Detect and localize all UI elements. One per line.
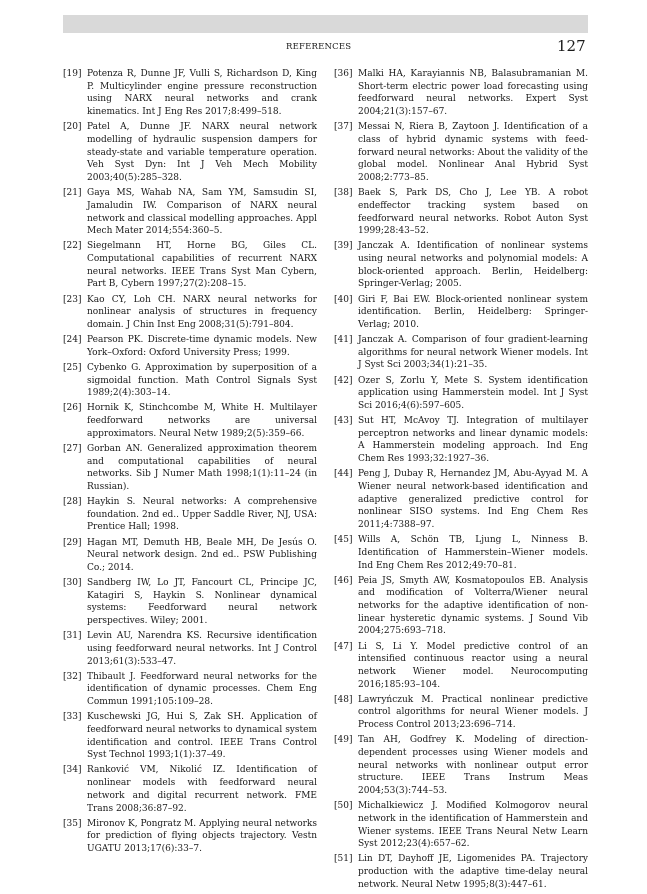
reference-text: Gorban AN. Generalized approximation theorem and computational capabilities of neural networks. Sib J Numer Math 1998;1(1):11–24 (in Russian).: [87, 443, 317, 492]
reference-item: [334, 641, 588, 692]
reference-text: Kao CY, Loh CH. NARX neural networks for nonlinear analysis of structures in frequency domain. J Chin Inst Eng 2008;31(5):791–804.: [87, 294, 317, 330]
reference-text: Patel A, Dunne JF. NARX neural network modelling of hydraulic suspension dampers for steady-state and variable temperature operation. Veh Syst Dyn: Int J Veh Mech Mobility 2003;40(5):285–328.: [87, 122, 317, 184]
reference-text: Hagan MT, Demuth HB, Beale MH, De Jesús O. Neural network design. 2nd ed.. PSW Publishing Co.; 2014.: [87, 537, 317, 573]
page-number: 127: [557, 37, 586, 55]
reference-number: [28]: [63, 497, 82, 508]
references-left-column: [63, 68, 317, 858]
reference-item: [334, 694, 588, 732]
reference-text: Pearson PK. Discrete-time dynamic models. New York–Oxford: Oxford University Press; 1999.: [87, 335, 317, 358]
reference-text: Wills A, Schön TB, Ljung L, Ninness B. Identification of Hammerstein–Wiener models. Ind Eng Chem Res 2012;49:70–81.: [358, 535, 588, 571]
reference-item: [63, 443, 317, 494]
reference-text: Kuschewski JG, Hui S, Zak SH. Application of feedforward neural networks to dynamical system identification and control. IEEE Trans Control Syst Technol 1993;1(1):37–49.: [87, 712, 317, 761]
reference-number: [27]: [63, 443, 82, 454]
reference-number: [41]: [334, 335, 353, 346]
reference-number: [47]: [334, 641, 353, 652]
reference-text: Tan AH, Godfrey K. Modeling of direction-dependent processes using Wiener models and neural networks with nonlinear output error structure. IEEE Trans Instrum Meas 2004;53(3):744–53.: [358, 735, 588, 797]
reference-text: Levin AU, Narendra KS. Recursive identification using feedforward neural networks. Int J Control 2013;61(3):533–47.: [87, 631, 317, 667]
reference-item: [63, 818, 317, 856]
reference-text: Lin DT, Dayhoff JE, Ligomenides PA. Trajectory production with the adaptive time-delay neural network. Neural Netw 1995;8(3):447–61.: [358, 854, 588, 890]
reference-number: [32]: [63, 671, 82, 682]
reference-item: [334, 734, 588, 798]
reference-number: [43]: [334, 416, 353, 427]
reference-number: [36]: [334, 69, 353, 79]
reference-item: [334, 534, 588, 572]
reference-text: Janczak A. Identification of nonlinear systems using neural networks and polynomial models: A block-oriented approach. Berlin, Heidelberg: Springer-Verlag; 2005.: [358, 241, 588, 290]
reference-item: [334, 187, 588, 238]
reference-text: Baek S, Park DS, Cho J, Lee YB. A robot endeffector tracking system based on feedforward neural networks. Robot Auton Syst 1999;28:43–52.: [358, 188, 588, 237]
reference-number: [35]: [63, 818, 82, 829]
reference-item: [63, 630, 317, 668]
reference-number: [51]: [334, 854, 353, 865]
reference-text: Ranković VM, Nikolić IZ. Identification of nonlinear models with feedforward neural network and digital recurrent network. FME Trans 2008;36:87–92.: [87, 765, 317, 814]
reference-item: [63, 240, 317, 291]
reference-text: Gaya MS, Wahab NA, Sam YM, Samsudin SI, Jamaludin IW. Comparison of NARX neural network and classical modelling approaches. Appl Mech Mater 2014;554:360–5.: [87, 188, 317, 237]
reference-item: [63, 334, 317, 359]
reference-number: [39]: [334, 241, 353, 252]
reference-text: Thibault J. Feedforward neural networks for the identification of dynamic processes. Chem Eng Commun 1991;105:109–28.: [87, 671, 317, 708]
reference-item: [334, 68, 588, 119]
reference-number: [26]: [63, 403, 82, 414]
reference-item: [63, 496, 317, 534]
reference-number: [24]: [63, 335, 82, 346]
reference-number: [19]: [63, 69, 82, 79]
reference-text: Ozer S, Zorlu Y, Mete S. System identification application using Hammerstein model. Int J Syst Sci 2016;4(6):597–605.: [358, 375, 588, 411]
reference-item: [334, 415, 588, 466]
reference-item: [63, 121, 317, 185]
reference-text: Peia JS, Smyth AW, Kosmatopoulos EB. Analysis and modification of Volterra/Wiener neural networks for the adaptive identification of non-linear hysteretic dynamic systems. J Sound Vib 2004;275:693–718.: [358, 575, 588, 637]
reference-number: [49]: [334, 735, 353, 746]
reference-number: [22]: [63, 241, 82, 252]
reference-text: Li S, Li Y. Model predictive control of an intensified continuous reactor using a neural network Wiener model. Neurocomputing 2016;185:93–104.: [358, 641, 588, 690]
reference-text: Messai N, Riera B, Zaytoon J. Identification of a class of hybrid dynamic systems with feed-forward neural networks: About the validity of the global model. Nonlinear Anal Hybrid Syst 2008;2:773–85.: [358, 122, 588, 184]
reference-item: [334, 121, 588, 185]
reference-text: Haykin S. Neural networks: A comprehensive foundation. 2nd ed.. Upper Saddle River, NJ, USA: Prentice Hall; 1998.: [87, 497, 317, 533]
reference-text: Siegelmann HT, Horne BG, Giles CL. Computational capabilities of recurrent NARX neural networks. IEEE Trans Syst Man Cybern, Part B, Cybern 1997;27(2):208–15.: [87, 241, 317, 290]
reference-item: [63, 68, 317, 119]
reference-number: [42]: [334, 375, 353, 386]
reference-number: [33]: [63, 712, 82, 723]
reference-item: [63, 187, 317, 238]
reference-item: [63, 711, 317, 762]
reference-number: [40]: [334, 294, 353, 305]
reference-number: [44]: [334, 469, 353, 480]
reference-number: [23]: [63, 294, 82, 305]
reference-number: [37]: [334, 122, 353, 133]
reference-number: [30]: [63, 578, 82, 589]
reference-item: [334, 800, 588, 851]
reference-text: Hornik K, Stinchcombe M, White H. Multilayer feedforward networks are universal approximators. Neural Netw 1989;2(5):359–66.: [87, 403, 317, 439]
reference-item: [334, 240, 588, 291]
reference-number: [25]: [63, 362, 82, 373]
reference-number: [34]: [63, 765, 82, 776]
reference-item: [334, 334, 588, 372]
reference-number: [50]: [334, 801, 353, 812]
reference-item: [63, 537, 317, 575]
reference-item: [63, 671, 317, 709]
reference-number: [46]: [334, 575, 353, 586]
reference-number: [48]: [334, 694, 353, 705]
reference-text: Michalkiewicz J. Modified Kolmogorov neural network in the identification of Hammerstein and Wiener systems. IEEE Trans Neural Netw Learn Syst 2012;23(4):657–62.: [358, 801, 588, 850]
reference-number: [31]: [63, 631, 82, 642]
reference-number: [29]: [63, 537, 82, 548]
reference-item: [63, 577, 317, 628]
reference-text: Lawryńczuk M. Practical nonlinear predictive control algorithms for neural Wiener models. J Process Control 2013;23:696–714.: [358, 694, 588, 731]
reference-item: [63, 402, 317, 440]
reference-text: Mironov K, Pongratz M. Applying neural networks for prediction of flying objects trajectory. Vestn UGATU 2013;17(6):33–7.: [87, 818, 317, 855]
reference-item: [334, 375, 588, 413]
reference-item: [334, 294, 588, 332]
reference-text: Sandberg IW, Lo JT, Fancourt CL, Principe JC, Katagiri S, Haykin S. Nonlinear dynamical systems: Feedforward neural network perspectives. Wiley; 2001.: [87, 578, 317, 627]
references-right-column: [334, 68, 588, 894]
reference-number: [20]: [63, 122, 82, 133]
reference-text: Cybenko G. Approximation by superposition of a sigmoidal function. Math Control Signals Syst 1989;2(4):303–14.: [87, 362, 317, 399]
reference-text: Peng J, Dubay R, Hernandez JM, Abu-Ayyad M. A Wiener neural network-based identification and adaptive generalized predictive control for nonlinear SISO systems. Ind Eng Chem Res 2011;4:7388–97.: [358, 469, 588, 531]
reference-item: [63, 294, 317, 332]
reference-item: [63, 362, 317, 400]
reference-number: [38]: [334, 188, 353, 199]
reference-number: [45]: [334, 535, 353, 546]
reference-text: Janczak A. Comparison of four gradient-learning algorithms for neural network Wiener models. Int J Syst Sci 2003;34(1):21–35.: [358, 335, 588, 371]
reference-item: [63, 764, 317, 815]
reference-text: Potenza R, Dunne JF, Vulli S, Richardson D, King P. Multicylinder engine pressure reconstruction using NARX neural networks and crank kinematics. Int J Eng Res 2017;8:499–518.: [87, 69, 317, 118]
reference-number: [21]: [63, 188, 82, 199]
running-title: REFERENCES: [286, 42, 352, 52]
header-bar: [63, 15, 588, 33]
reference-item: [334, 575, 588, 639]
reference-item: [334, 468, 588, 532]
reference-item: [334, 853, 588, 891]
reference-text: Malki HA, Karayiannis NB, Balasubramanian M. Short-term electric power load forecasting using feedforward neural networks. Expert Syst 2004;21(3):157–67.: [358, 69, 588, 118]
reference-text: Sut HT, McAvoy TJ. Integration of multilayer perceptron networks and linear dynamic models: A Hammerstein modeling approach. Ind Eng Chem Res 1993;32:1927–36.: [358, 416, 588, 465]
reference-text: Giri F, Bai EW. Block-oriented nonlinear system identification. Berlin, Heidelberg: Springer-Verlag; 2010.: [358, 294, 588, 330]
